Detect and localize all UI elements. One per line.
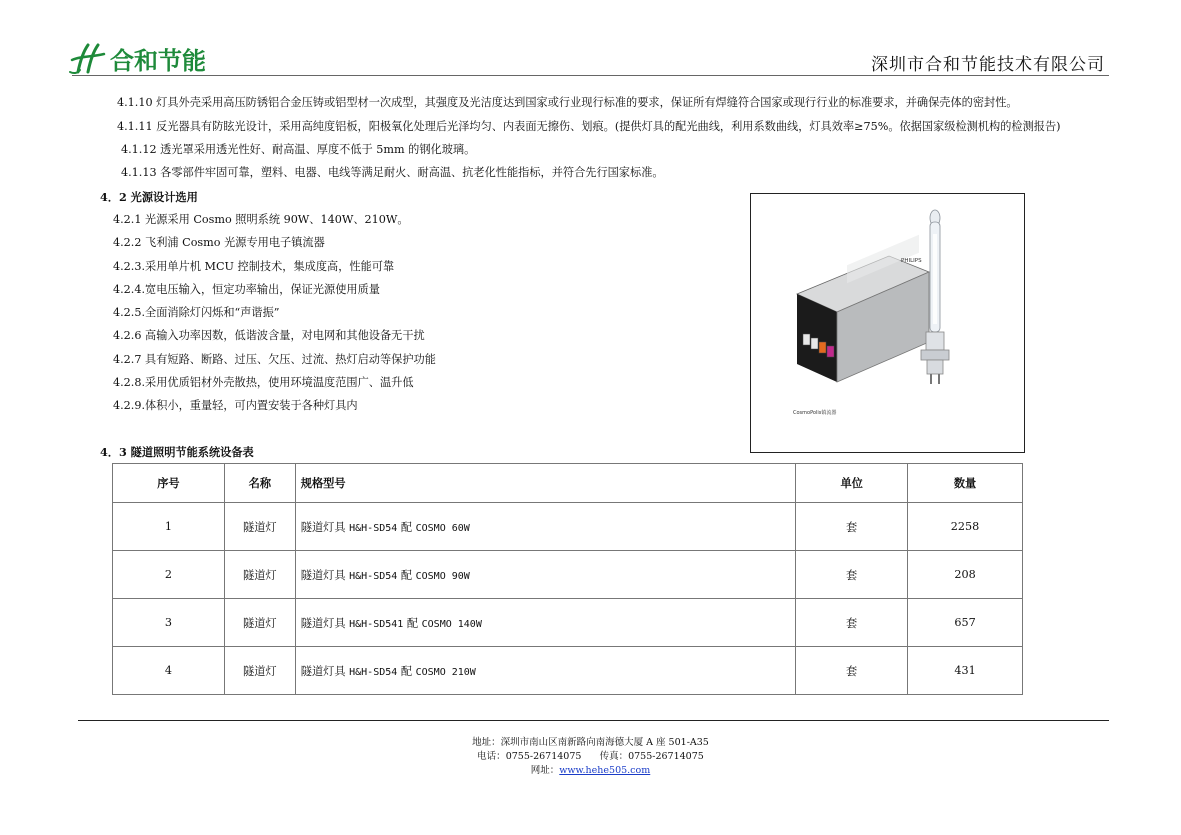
web-label: 网址： — [530, 765, 560, 776]
cell-qty: 657 — [908, 599, 1023, 647]
spec-mid: 配 — [400, 520, 413, 534]
company-name: 深圳市合和节能技术有限公司 — [871, 55, 1105, 75]
header-divider — [72, 75, 1109, 76]
spec-item-4-1-13: 4.1.13 各零部件牢固可靠，塑料、电器、电线等满足耐火、耐高温、抗老化性能指标，并符合先行国家标准。 — [121, 166, 664, 179]
fax-label: 传真： — [599, 751, 629, 762]
spec-prefix: 隧道灯具 — [300, 568, 346, 582]
cell-name: 隧道灯 — [224, 647, 295, 695]
cell-spec — [295, 599, 795, 647]
ballast-lamp-illustration — [751, 194, 1024, 452]
cell-unit: 套 — [796, 503, 908, 551]
spec-model: H&H-SD541 — [349, 618, 404, 630]
cell-no: 2 — [113, 551, 225, 599]
table-header-row — [113, 464, 1023, 503]
col-header-qty: 数量 — [908, 464, 1023, 503]
spec-light: COSMO 90W — [415, 570, 470, 582]
footer-web — [0, 764, 1181, 778]
col-header-name: 名称 — [224, 464, 295, 503]
spec-model: H&H-SD54 — [349, 522, 398, 534]
cell-no: 4 — [113, 647, 225, 695]
cell-no: 1 — [113, 503, 225, 551]
logo-text: 合和节能 — [110, 47, 206, 75]
spec-item-4-1-11: 4.1.11 反光器具有防眩光设计，采用高纯度铝板，阳极氧化处理后光泽均匀、内表面无擦伤、划痕。(提供灯具的配光曲线，利用系数曲线，灯具效率≥75%。依据国家级检测机构的检测报告) — [117, 120, 1061, 133]
cell-name: 隧道灯 — [224, 503, 295, 551]
equipment-table — [112, 463, 1023, 695]
table-row — [113, 503, 1023, 551]
website-link[interactable]: www.hehe505.com — [559, 765, 651, 776]
table-row — [113, 647, 1023, 695]
fax-number: 0755-26714075 — [628, 751, 704, 762]
phone-label: 电话： — [477, 751, 506, 762]
spec-item-4-1-12: 4.1.12 透光罩采用透光性好、耐高温、厚度不低于 5mm 的钢化玻璃。 — [121, 143, 476, 156]
list-item: 4.2.9.体积小，重量轻，可内置安装于各种灯具内 — [113, 399, 358, 412]
hh-logo-icon — [68, 42, 108, 76]
section-title-4-3: 4．3 隧道照明节能系统设备表 — [100, 445, 254, 459]
section-title-4-2: 4．2 光源设计选用 — [100, 190, 198, 204]
footer-divider — [78, 720, 1109, 721]
col-header-unit: 单位 — [796, 464, 908, 503]
cell-qty: 208 — [908, 551, 1023, 599]
cell-no: 3 — [113, 599, 225, 647]
spec-prefix: 隧道灯具 — [300, 520, 346, 534]
list-item: 4.2.2 飞利浦 Cosmo 光源专用电子镇流器 — [113, 236, 325, 249]
phone-number: 0755-26714075 — [505, 751, 582, 762]
cell-spec — [295, 503, 795, 551]
spec-mid: 配 — [400, 568, 413, 582]
list-item: 4.2.4.宽电压输入，恒定功率输出，保证光源使用质量 — [113, 283, 380, 296]
cell-spec — [295, 647, 795, 695]
spec-prefix: 隧道灯具 — [300, 616, 346, 630]
col-header-spec: 规格型号 — [295, 464, 795, 503]
spec-light: COSMO 60W — [415, 522, 470, 534]
spec-model: H&H-SD54 — [349, 666, 398, 678]
list-item: 4.2.5.全面消除灯闪烁和“声谐振” — [113, 306, 280, 319]
cell-name: 隧道灯 — [224, 551, 295, 599]
list-item: 4.2.1 光源采用 Cosmo 照明系统 90W、140W、210W。 — [113, 213, 409, 226]
list-item: 4.2.7 具有短路、断路、过压、欠压、过流、热灯启动等保护功能 — [113, 353, 436, 366]
cell-qty: 431 — [908, 647, 1023, 695]
spec-prefix: 隧道灯具 — [300, 664, 346, 678]
col-header-no: 序号 — [113, 464, 225, 503]
product-photo — [750, 193, 1025, 453]
spec-mid: 配 — [400, 664, 413, 678]
cell-unit: 套 — [796, 551, 908, 599]
table-row — [113, 551, 1023, 599]
brand-mark: PHILIPS — [901, 258, 922, 264]
spec-light: COSMO 140W — [421, 618, 482, 630]
spec-model: H&H-SD54 — [349, 570, 398, 582]
spec-mid: 配 — [406, 616, 419, 630]
photo-caption: CosmoPolis镇流器 — [793, 410, 837, 416]
list-item: 4.2.6 高输入功率因数，低谐波含量，对电网和其他设备无干扰 — [113, 329, 425, 342]
list-item: 4.2.3.采用单片机 MCU 控制技术，集成度高，性能可靠 — [113, 260, 395, 273]
footer-contact — [0, 750, 1181, 764]
cell-name: 隧道灯 — [224, 599, 295, 647]
spec-light: COSMO 210W — [415, 666, 476, 678]
company-logo — [68, 42, 206, 76]
cell-unit: 套 — [796, 647, 908, 695]
footer-address: 地址：深圳市南山区南新路向南海德大厦 A 座 501-A35 — [472, 737, 709, 748]
table-row — [113, 599, 1023, 647]
list-item: 4.2.8.采用优质铝材外壳散热，使用环境温度范围广、温升低 — [113, 376, 414, 389]
cell-spec — [295, 551, 795, 599]
spec-item-4-1-10: 4.1.10 灯具外壳采用高压防锈铝合金压铸或铝型材一次成型，其强度及光洁度达到国家或行业现行标准的要求，保证所有焊缝符合国家或现行行业的标准要求，并确保壳体的密封性。 — [117, 96, 1018, 109]
cell-unit: 套 — [796, 599, 908, 647]
cell-qty: 2258 — [908, 503, 1023, 551]
